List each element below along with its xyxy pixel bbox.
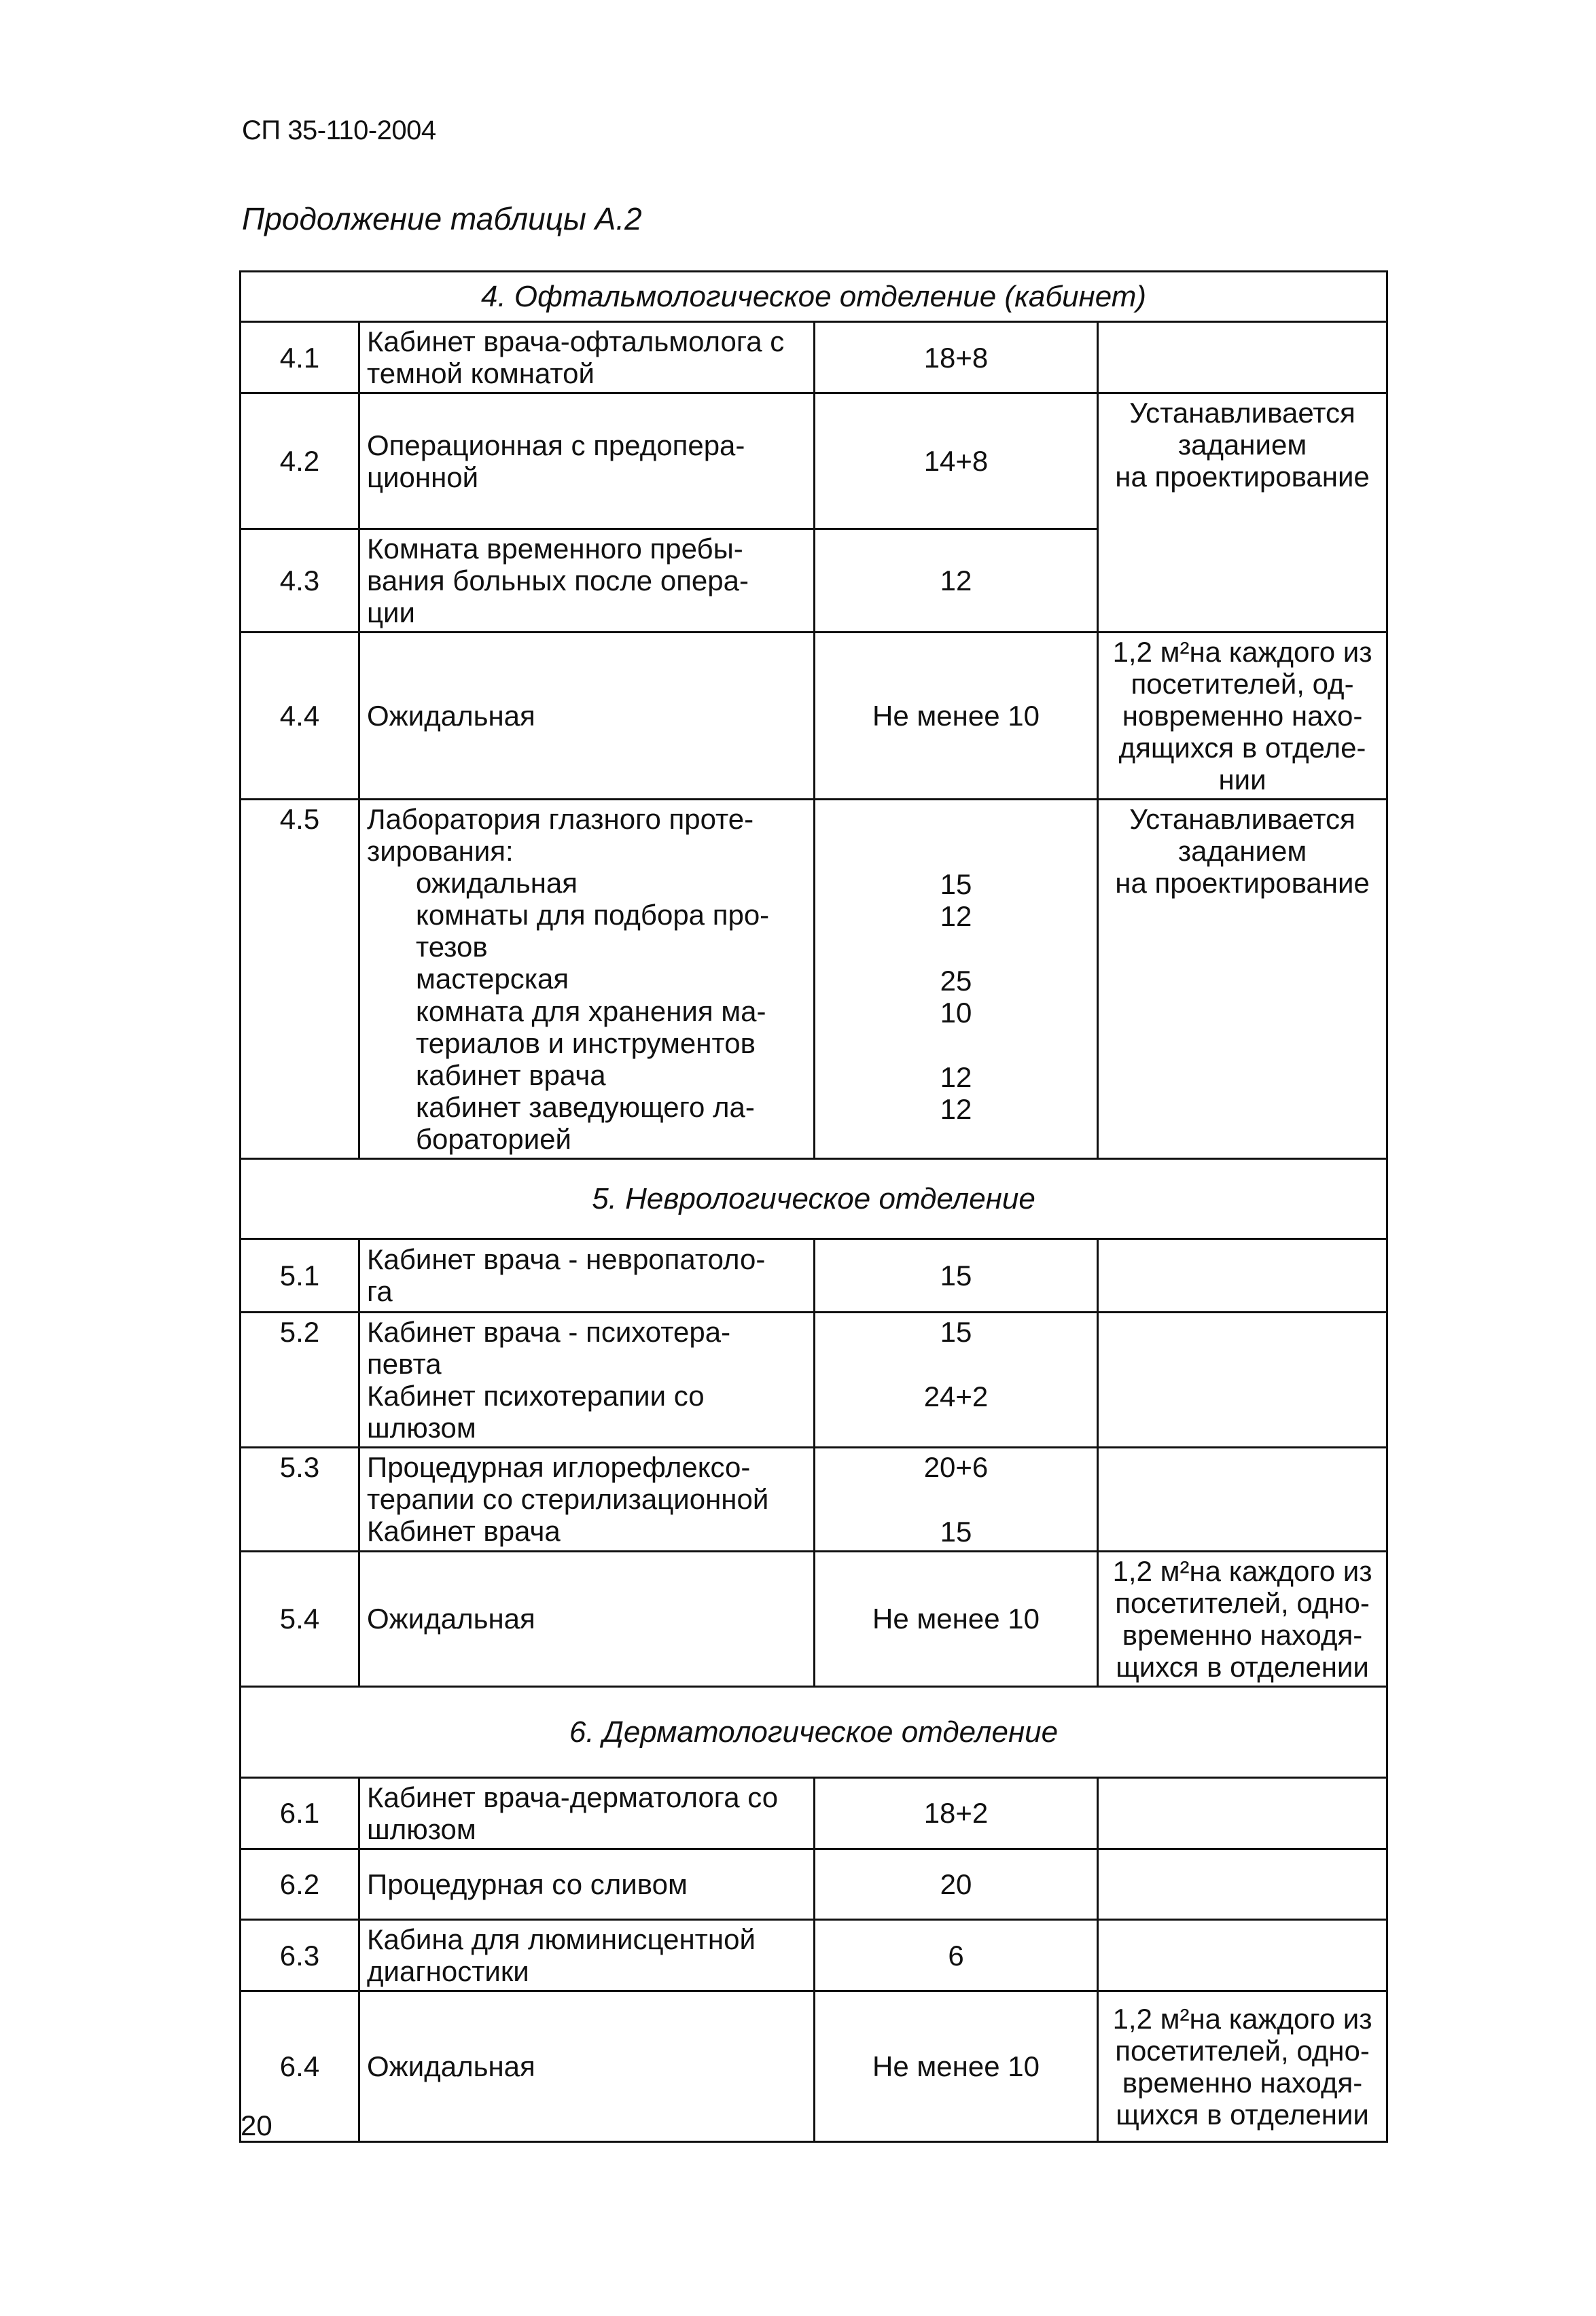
table-row [241,1849,1387,1920]
room-name-line: Кабинет врача - психотера- [367,1315,731,1348]
room-name [359,529,815,633]
note-line: новременно нахо- [1122,700,1363,732]
area-value: 18+8 [815,322,1098,393]
room-name-line: терапии со стерилизационной [367,1482,769,1515]
sub-room-name: ожидальная [416,867,578,899]
room-name-line: Операционная с предопера- [367,429,745,461]
note-cell [1098,393,1387,633]
table-row [241,800,1387,1158]
room-name: Ожидальная [359,1991,815,2142]
room-name-line: Кабинет врача [367,1514,561,1547]
room-name [359,1777,815,1849]
area-value: Не менее 10 [815,1551,1098,1686]
note-cell-empty [1098,322,1387,393]
room-name-line: Кабинет врача-дерматолога со [367,1781,779,1813]
area-values [815,800,1098,1158]
room-name-line: певта [367,1347,442,1380]
row-number: 6.4 [241,1991,359,2142]
area-value: 15 [940,1315,972,1348]
table-row [241,1551,1387,1686]
sub-room-name: тезов [416,931,488,963]
note-line: посетителей, одно- [1115,1586,1370,1619]
sub-room-name: комната для хранения ма- [416,995,766,1027]
area-value: 24+2 [923,1380,989,1412]
room-name [359,800,815,1158]
sub-area-value: 10 [940,997,972,1029]
room-name-line: вания больных после опера- [367,565,749,597]
note-line: 1,2 м²на каждого из [1112,636,1372,669]
table-row [241,322,1387,393]
note-line: заданием [1177,835,1307,868]
row-number: 5.4 [241,1551,359,1686]
room-name [359,322,815,393]
room-name-line: темной комнатой [367,357,595,390]
note-line: дящихся в отделе- [1118,732,1366,764]
room-name-line: шлюзом [367,1411,476,1444]
note-line: временно находя- [1122,2066,1363,2099]
note-line: на проектирование [1115,867,1370,899]
note-cell [1098,1991,1387,2142]
room-name [359,1447,815,1551]
sub-area-value: 25 [940,965,972,997]
table-row [241,633,1387,800]
area-value: 12 [815,529,1098,633]
row-number: 6.2 [241,1849,359,1920]
note-line: щихся в отделении [1116,2098,1369,2131]
row-number: 5.1 [241,1239,359,1312]
row-number: 6.1 [241,1777,359,1849]
note-line: заданием [1177,429,1307,461]
section-row [241,1158,1387,1239]
note-line: Устанавливается [1129,803,1355,836]
note-line: Устанавливается [1129,397,1355,429]
note-cell [1098,800,1387,1158]
note-line: на проектирование [1115,461,1370,493]
room-name-line: Комната временного пребы- [367,533,743,565]
row-number: 6.3 [241,1920,359,1991]
room-name [359,393,815,529]
row-number: 5.3 [241,1447,359,1551]
area-value: 6 [815,1920,1098,1991]
note-cell-empty [1098,1777,1387,1849]
note-line: нии [1218,764,1266,796]
room-name-line: Процедурная иглорефлексо- [367,1450,751,1483]
table-continuation-caption: Продолжение таблицы А.2 [242,201,642,236]
sub-area-value: 12 [940,1093,972,1126]
area-value: Не менее 10 [815,1991,1098,2142]
area-value: 18+2 [815,1777,1098,1849]
section-row [241,1686,1387,1777]
lab-title-line: зирования: [367,835,514,868]
room-name-line: Кабина для люминисцентной [367,1923,756,1956]
area-value: Не менее 10 [815,633,1098,800]
area-value: 20+6 [923,1450,989,1483]
area-value: 15 [815,1239,1098,1312]
row-number: 5.2 [241,1312,359,1447]
room-area-table [239,270,1388,2143]
room-area-table-container [239,270,1388,2143]
sub-room-name: териалов и инструментов [416,1027,756,1059]
sub-room-name: комнаты для подбора про- [416,899,770,931]
note-line: посетителей, одно- [1115,2034,1370,2067]
page-number: 20 [241,2109,272,2141]
section-title-6: 6. Дерматологическое отделение [241,1686,1387,1777]
room-name-line: ции [367,596,415,629]
lab-title-line: Лаборатория глазного проте- [367,803,754,836]
sub-room-name: бораторией [416,1122,571,1155]
room-name-line: Кабинет врача-офтальмолога с [367,325,785,357]
note-cell-empty [1098,1312,1387,1447]
row-number: 4.3 [241,529,359,633]
area-values [815,1312,1098,1447]
note-cell-empty [1098,1920,1387,1991]
room-name [359,1920,815,1991]
room-name-line: шлюзом [367,1813,476,1845]
area-values [815,1447,1098,1551]
room-name-line: диагностики [367,1955,529,1988]
table-row [241,1239,1387,1312]
row-number: 4.5 [241,800,359,1158]
table-row [241,1312,1387,1447]
table-row [241,393,1387,529]
table-row [241,1777,1387,1849]
area-value: 20 [815,1849,1098,1920]
area-value: 15 [940,1515,972,1548]
area-value: 14+8 [815,393,1098,529]
note-cell [1098,633,1387,800]
room-name: Ожидальная [359,633,815,800]
section-title-5: 5. Неврологическое отделение [241,1158,1387,1239]
row-number: 4.2 [241,393,359,529]
sub-room-name: кабинет врача [416,1058,606,1091]
row-number: 4.4 [241,633,359,800]
note-cell-empty [1098,1447,1387,1551]
note-cell-empty [1098,1849,1387,1920]
note-line: 1,2 м²на каждого из [1112,1554,1372,1587]
room-name-line: Кабинет психотерапии со [367,1379,705,1412]
sub-room-name: кабинет заведующего ла- [416,1090,755,1123]
room-name: Ожидальная [359,1551,815,1686]
section-row [241,272,1387,322]
document-code: СП 35-110-2004 [242,115,436,145]
sub-area-value: 12 [940,1061,972,1094]
note-line: щихся в отделении [1116,1650,1369,1683]
note-line: 1,2 м²на каждого из [1112,2002,1372,2035]
table-row [241,1991,1387,2142]
note-line: посетителей, од- [1131,668,1354,700]
section-title-4: 4. Офтальмологическое отделение (кабинет) [241,272,1387,322]
note-cell-empty [1098,1239,1387,1312]
sub-room-name: мастерская [416,963,569,995]
room-name [359,1239,815,1312]
table-row [241,1447,1387,1551]
room-name-line: Кабинет врача - невропатоло- [367,1243,766,1276]
table-row [241,1920,1387,1991]
row-number: 4.1 [241,322,359,393]
room-name-line: га [367,1275,393,1308]
sub-area-value: 12 [940,900,972,933]
room-name [359,1312,815,1447]
note-cell [1098,1551,1387,1686]
room-name-line: ционной [367,461,479,493]
sub-area-value: 15 [940,868,972,901]
note-line: временно находя- [1122,1618,1363,1651]
room-name: Процедурная со сливом [359,1849,815,1920]
